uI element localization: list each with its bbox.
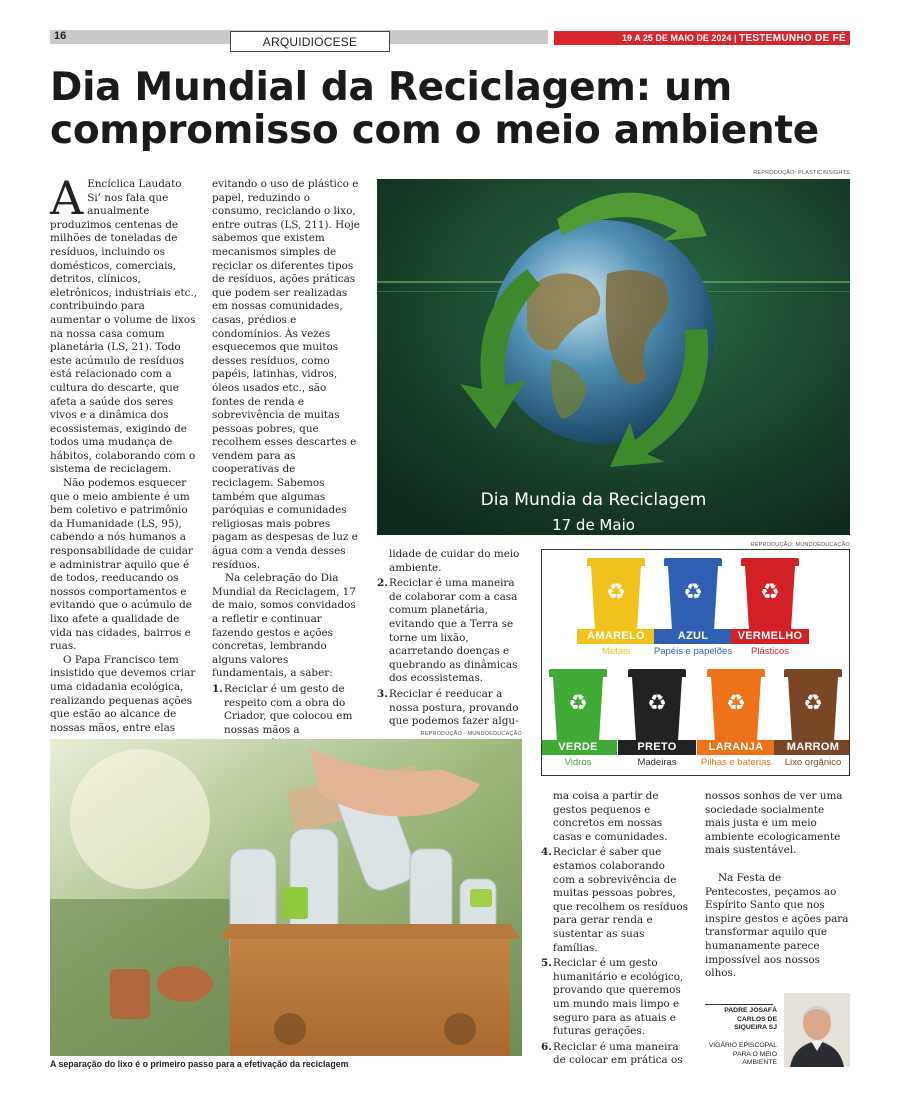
paragraph: Encíclica Laudato Si’ nos fala que anualmente produzimos centenas de milhões de toneladas de resíduos, incluindo os domésticos, comerciais, detritos, clínicos, eletrônicos, industriais etc., contribuindo para aumentar o volume de lixos na nossa casa comum planetária (LS, 21). Todo este acúmulo de resíduos está relacionado com a cultura do descarte, que afeta a saúde dos seres vivos e a dinâmica dos ecossistemas, exigindo de todos uma mudança de hábitos, colaborando com o sistema de reciclagem. <box>50 178 198 476</box>
recycle-icon: ♻ <box>606 580 626 605</box>
bin-waste-type: Pilhas e baterias <box>700 757 772 768</box>
bin-lid <box>587 558 645 566</box>
list <box>377 577 525 729</box>
bin-lid <box>664 558 722 566</box>
text-column-1 <box>50 171 198 735</box>
bin-waste-type: Madeiras <box>637 757 677 768</box>
publication-name: TESTEMUNHO DE FÉ <box>738 33 846 44</box>
list-item: 2. Reciclar é uma maneira de colaborar com a casa comum planetária, evitando que a Terra se torne um lixão, acarretando doenças e quebrando as dinâmicas dos ecossistemas. <box>377 577 518 685</box>
bin-waste-type: Metais <box>602 646 630 657</box>
issue-date: 19 A 25 DE MAIO DE 2024 <box>622 33 732 43</box>
bin-preto <box>618 669 696 776</box>
article-title: Dia Mundial da Reciclagem: um compromisso com o meio ambiente <box>50 65 819 153</box>
globe-caption-date: 17 de Maio <box>552 516 635 534</box>
author-portrait <box>784 993 850 1067</box>
text-column-5 <box>705 790 850 981</box>
recycle-icon: ♻ <box>760 580 780 605</box>
drop-cap: A <box>50 171 84 225</box>
bin-color-label: VERDE <box>541 740 617 755</box>
bottles-box-photo <box>50 739 522 1056</box>
author-divider <box>705 1004 773 1005</box>
image-credit: REPRODUÇÃO: PLASTICINSIGHTS <box>753 170 850 176</box>
globe-illustration <box>377 179 850 535</box>
section-label: ARQUIDIOCESE <box>230 31 390 52</box>
bin-lid <box>741 558 799 566</box>
bin-color-label: MARROM <box>774 740 850 755</box>
bin-lid <box>549 669 607 677</box>
bin-vermelho <box>731 558 809 668</box>
bin-waste-type: Plásticos <box>750 646 789 657</box>
bin-lid <box>707 669 765 677</box>
bin-waste-type: Lixo orgânico <box>784 757 842 768</box>
paragraph: nossos sonhos de ver uma sociedade socialmente mais justa e um meio ambiente ecologicamente mais sustentável. <box>705 790 843 857</box>
recycle-icon: ♻ <box>683 580 703 605</box>
list-item: 3. Reciclar é reeducar a nossa postura, provando que podemos fazer algu- <box>377 687 519 728</box>
globe-recycling-image <box>377 179 850 535</box>
paragraph: Na Festa de Pentecostes, peçamos ao Espírito Santo que nos inspire gestos e ações para transformar aquilo que humanamente parece impossível aos nossos olhos. <box>705 871 849 980</box>
text-column-4 <box>541 790 689 1070</box>
photo-caption: A separação do lixo é o primeiro passo para a efetivação da reciclagem <box>50 1059 349 1069</box>
paragraph: Na celebração do Dia Mundial da Reciclagem, 17 de maio, somos convidados a refletir e continuar fazendo gestos e ações concretas, lembrando alguns valores fundamentais, a saber: <box>212 572 356 680</box>
bin-color-label: AZUL <box>654 629 732 644</box>
author-portrait-illustration <box>784 993 850 1067</box>
paragraph: O Papa Francisco tem insistido que devemos criar uma cidadania ecológica, realizando pequenas ações que estão ao alcance de nossas mãos, entre elas <box>50 653 196 734</box>
bin-color-label: VERMELHO <box>731 629 809 644</box>
bin-color-label: LARANJA <box>697 740 775 755</box>
page-number: 16 <box>54 30 67 42</box>
text-column-2 <box>212 178 360 753</box>
header-red-bar: 19 A 25 DE MAIO DE 2024 | TESTEMUNHO DE FÉ <box>554 31 850 45</box>
recycle-icon: ♻ <box>726 691 746 716</box>
paragraph: ma coisa a partir de gestos pequenos e concretos em nossas casas e comunidades. <box>553 790 668 843</box>
recycling-bins-chart <box>541 549 850 776</box>
author-name: PADRE JOSAFÁ CARLOS DE SIQUEIRA SJ <box>724 1007 777 1032</box>
list-item: 4. Reciclar é saber que estamos colaborando com a sobrevivência de muitas pessoas pobres, que recolhem os resíduos para gerar renda e sustentar as suas famílias. <box>541 846 688 954</box>
bin-waste-type: Papéis e papelões <box>653 646 733 657</box>
image-credit: REPRODUÇÃO: MUNDOEDUCAÇÃO <box>750 542 850 548</box>
list-item: 1. Reciclar é um gesto de respeito com a obra do Criador, que colocou em nossas mãos a <box>212 682 353 736</box>
bin-lid <box>628 669 686 677</box>
bin-color-label: PRETO <box>618 740 696 755</box>
bin-waste-type: Vidros <box>564 757 592 768</box>
list-item: 5. Reciclar é um gesto humanitário e ecológico, provando que queremos um mundo mais limpo e seguro para as atuais e futuras gerações. <box>541 957 684 1038</box>
globe-caption-title: Dia Mundia da Reciclagem <box>480 490 707 510</box>
list-item: 6. Reciclar é uma maneira de colocar em prática os <box>541 1040 683 1067</box>
bin-marrom <box>774 669 850 776</box>
bottles-illustration <box>50 739 522 1056</box>
paragraph: evitando o uso de plástico e papel, reduzindo o consumo, reciclando o lixo, entre outras (LS, 211). Hoje sabemos que existem mecanismos simples de reciclar os diferentes tipos de resíduos, ações práticas que podem ser realizadas em nossas comunidades, casas, prédios e condomínios. Às vezes esquecemos que muitos desses resíduos, como papéis, latinhas, vidros, óleos usados etc., são fontes de renda e sobrevivência de muitas pessoas pobres, que recolhem esses descartes e vendem para as cooperativas de reciclagem. Sabemos também que algumas paróquias e comunidades religiosas mais pobres pagam as despesas de luz e água com a venda desses resíduos. <box>212 178 360 571</box>
bin-color-label: AMARELO <box>577 629 655 644</box>
bin-lid <box>784 669 842 677</box>
list <box>541 846 689 1068</box>
recycle-icon: ♻ <box>568 691 588 716</box>
author-role: VIGÁRIO EPISCOPAL PARA O MEIO AMBIENTE <box>708 1042 777 1067</box>
paragraph: lidade de cuidar do meio ambiente. <box>389 548 520 574</box>
image-credit: REPRODUÇÃO - MUNDOEDUCAÇÃO <box>420 731 522 737</box>
recycle-icon: ♻ <box>803 691 823 716</box>
recycle-icon: ♻ <box>647 691 667 716</box>
text-column-3 <box>377 548 525 731</box>
bin-verde <box>541 669 617 776</box>
paragraph: Não podemos esquecer que o meio ambiente é um bem coletivo e patrimônio da Humanidade (LS, 95), cabendo a nós humanos a responsabilidade de cuidar e administrar aquilo que é de todos, reeducando os nossos comportamentos e evitando que o acúmulo de lixo afete a qualidade de vida nas cidades, bairros e ruas. <box>50 477 193 653</box>
